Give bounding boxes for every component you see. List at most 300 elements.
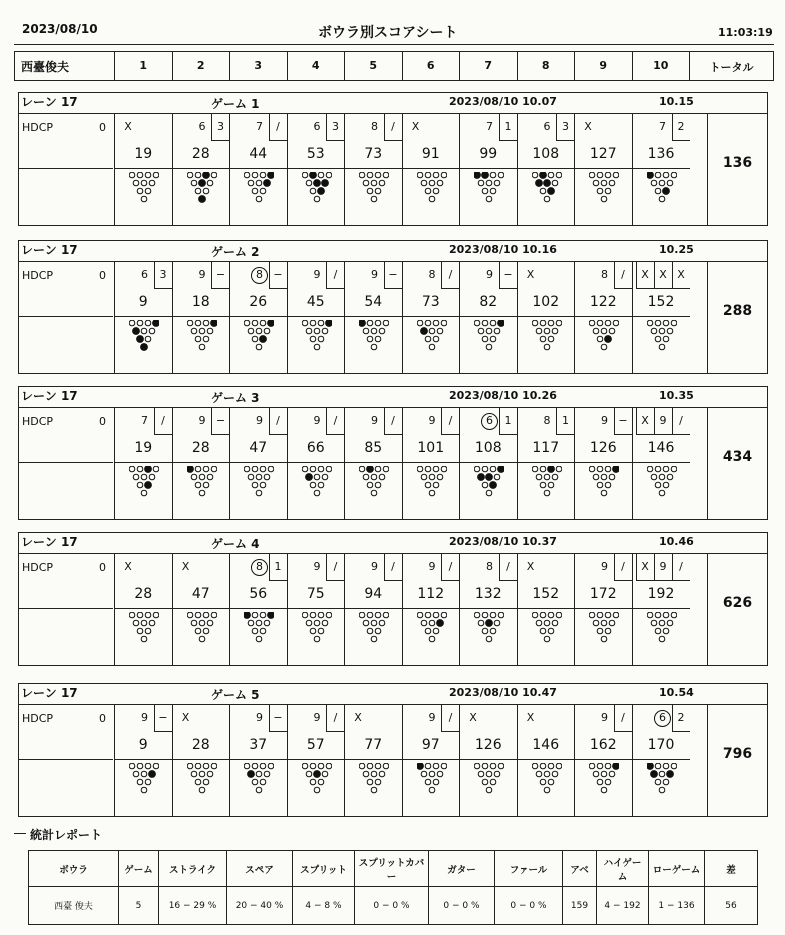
pin-standing: [613, 763, 619, 769]
roll-mark: [384, 113, 402, 141]
pin-down: [605, 188, 611, 194]
pin-down: [137, 188, 143, 194]
roll-value: /: [621, 711, 625, 724]
pin-down: [375, 320, 381, 326]
pin-diagram: [359, 466, 389, 498]
roll-mark: [154, 261, 172, 289]
pin-down: [655, 612, 661, 618]
roll-value: 9: [371, 268, 378, 281]
rolls-row: [538, 113, 574, 141]
pin-standing: [482, 172, 488, 178]
pin-down: [129, 763, 135, 769]
pin-down: [310, 612, 316, 618]
pin-down: [129, 172, 135, 178]
rolls-row: [636, 407, 690, 435]
pin-diagram: [302, 320, 332, 352]
rolls-row: [345, 704, 402, 732]
pin-down: [486, 771, 492, 777]
pin-down: [478, 620, 484, 626]
roll-value: 9: [601, 414, 608, 427]
pin-divider: [345, 462, 402, 463]
frame-cell: [287, 407, 345, 519]
roll-mark: [193, 407, 211, 435]
pin-divider: [115, 462, 172, 463]
pin-down: [260, 188, 266, 194]
pin-standing: [474, 172, 480, 178]
roll-mark: [499, 261, 517, 289]
print-date: 2023/08/10: [22, 22, 98, 36]
pin-down: [141, 180, 147, 186]
pin-down: [429, 180, 435, 186]
pin-down: [593, 180, 599, 186]
pin-standing: [314, 180, 320, 186]
pin-down: [153, 172, 159, 178]
pin-down: [203, 188, 209, 194]
pin-standing: [145, 466, 151, 472]
rolls-row: [173, 704, 230, 732]
game-end: 10.46: [659, 535, 694, 548]
roll-value: X: [641, 560, 649, 573]
pin-down: [441, 763, 447, 769]
pin-down: [437, 771, 443, 777]
roll-value: 2: [677, 120, 685, 133]
pin-down: [199, 620, 205, 626]
frame-cell: [172, 553, 230, 665]
frame-cell: [459, 261, 517, 373]
pin-down: [363, 180, 369, 186]
frame-score: 170: [647, 737, 675, 753]
pin-down: [651, 180, 657, 186]
pin-down: [494, 328, 500, 334]
pin-down: [474, 320, 480, 326]
roll-value: X: [354, 711, 362, 724]
frame-cell: [114, 553, 172, 665]
stats-header: ローゲーム: [649, 851, 705, 887]
roll-value: 9: [428, 711, 436, 724]
frame-score: 152: [647, 294, 675, 310]
rolls-row: [193, 113, 229, 141]
roll-mark: [269, 407, 287, 435]
pin-down: [540, 628, 546, 634]
rolls-row: [136, 407, 172, 435]
pin-diagram: [129, 763, 159, 795]
pin-down: [433, 612, 439, 618]
pin-down: [306, 328, 312, 334]
pin-diagram: [359, 172, 389, 204]
pin-down: [244, 320, 250, 326]
pin-diagram: [244, 466, 274, 498]
pin-down: [310, 779, 316, 785]
pin-down: [490, 763, 496, 769]
pin-down: [375, 779, 381, 785]
pin-down: [548, 628, 554, 634]
pin-down: [199, 771, 205, 777]
frame-score: 85: [364, 440, 383, 456]
pin-standing: [137, 336, 143, 342]
pin-divider: [345, 316, 402, 317]
pin-down: [417, 320, 423, 326]
roll-value: /: [621, 560, 625, 573]
pin-down: [552, 474, 558, 480]
pin-down: [248, 328, 254, 334]
roll-mark: [538, 113, 556, 141]
pin-divider: [575, 168, 632, 169]
game-block: [18, 532, 768, 666]
pin-down: [425, 779, 431, 785]
stats-header: スプリット: [293, 851, 355, 887]
roll-mark: [499, 553, 517, 581]
pin-down: [544, 328, 550, 334]
pin-down: [663, 779, 669, 785]
pin-divider: [518, 168, 575, 169]
pin-divider: [173, 316, 230, 317]
roll-mark: [654, 261, 672, 289]
roll-mark: [211, 407, 229, 435]
hdcp-label: HDCP: [22, 121, 54, 134]
row-divider: [19, 462, 113, 463]
roll-value: 9: [198, 414, 206, 427]
rolls-row: [654, 113, 690, 141]
frame-score: 126: [474, 737, 502, 753]
pin-down: [659, 771, 665, 777]
frame-score: 117: [532, 440, 560, 456]
game-end: 10.35: [659, 389, 694, 402]
game-block: [18, 92, 768, 226]
roll-value: −: [503, 268, 513, 281]
roll-mark: [654, 407, 672, 435]
pin-down: [429, 196, 435, 202]
stats-table: [28, 850, 758, 925]
pin-down: [187, 172, 193, 178]
pin-down: [367, 763, 373, 769]
pin-divider: [460, 462, 517, 463]
pin-down: [425, 612, 431, 618]
pin-divider: [288, 759, 345, 760]
roll-value: 9: [256, 414, 263, 427]
pin-down: [133, 771, 139, 777]
pin-down: [601, 490, 607, 496]
pin-down: [310, 188, 316, 194]
pin-down: [195, 188, 201, 194]
pin-diagram: [417, 466, 447, 498]
roll-value: 7: [141, 414, 148, 427]
pin-diagram: [302, 763, 332, 795]
game-start: 2023/08/10 10.26: [449, 389, 557, 402]
pin-down: [474, 612, 480, 618]
pin-down: [474, 763, 480, 769]
pin-down: [417, 612, 423, 618]
frame-score: 57: [306, 737, 325, 753]
frame-score: 73: [421, 294, 440, 310]
roll-mark: [366, 261, 384, 289]
pin-down: [260, 612, 266, 618]
roll-value: /: [679, 414, 683, 427]
roll-mark: [672, 261, 690, 289]
pin-down: [601, 180, 607, 186]
pin-down: [544, 344, 550, 350]
game-start: 2023/08/10 10.07: [449, 95, 557, 108]
game-end: 10.54: [659, 686, 694, 699]
pin-down: [371, 620, 377, 626]
roll-value: /: [448, 414, 453, 427]
pin-divider: [345, 608, 402, 609]
pin-down: [310, 482, 316, 488]
pin-standing: [437, 620, 443, 626]
pin-down: [609, 328, 615, 334]
roll-mark: [672, 407, 690, 435]
pin-down: [363, 474, 369, 480]
pin-down: [556, 466, 562, 472]
pin-down: [544, 787, 550, 793]
frame-score: 126: [589, 440, 617, 456]
pin-divider: [518, 316, 575, 317]
pin-down: [597, 612, 603, 618]
pin-down: [601, 620, 607, 626]
rolls-row: [366, 553, 402, 581]
pin-diagram: [302, 612, 332, 644]
game-block: [18, 240, 768, 374]
pin-down: [383, 612, 389, 618]
pin-down: [145, 628, 151, 634]
pin-down: [133, 620, 139, 626]
roll-value: X: [659, 268, 667, 281]
frame-cell: [402, 704, 460, 816]
pin-standing: [310, 172, 316, 178]
roll-mark: [366, 407, 384, 435]
pin-down: [601, 328, 607, 334]
frame-cell: [229, 261, 287, 373]
frame-cell: [574, 261, 632, 373]
pin-down: [425, 336, 431, 342]
stats-header: ボウラ: [29, 851, 119, 887]
roll-mark: [308, 704, 326, 732]
rolls-row: [423, 261, 459, 289]
pin-down: [478, 328, 484, 334]
rolls-row: [136, 704, 172, 732]
roll-value: /: [679, 560, 683, 573]
pin-down: [137, 612, 143, 618]
pin-down: [589, 466, 595, 472]
frame-score: 66: [306, 440, 325, 456]
pin-down: [597, 336, 603, 342]
pin-down: [318, 779, 324, 785]
roll-mark: [308, 407, 326, 435]
roll-value: −: [273, 711, 283, 724]
pin-diagram: [129, 172, 159, 204]
pin-divider: [115, 759, 172, 760]
pin-down: [129, 466, 135, 472]
pin-down: [207, 180, 213, 186]
pin-down: [306, 620, 312, 626]
stats-header: ハイゲーム: [597, 851, 649, 887]
pin-down: [203, 336, 209, 342]
pin-down: [141, 787, 147, 793]
pin-divider: [403, 608, 460, 609]
roll-mark: [423, 704, 441, 732]
pin-divider: [345, 759, 402, 760]
pin-down: [248, 180, 254, 186]
frame-cell: [402, 407, 460, 519]
roll-mark: [154, 704, 172, 732]
pin-down: [326, 763, 332, 769]
roll-mark: [326, 113, 344, 141]
pin-down: [318, 612, 324, 618]
pin-down: [441, 320, 447, 326]
pin-diagram: [359, 763, 389, 795]
pin-down: [655, 628, 661, 634]
pin-down: [149, 180, 155, 186]
pin-down: [429, 636, 435, 642]
pin-down: [203, 466, 209, 472]
pin-standing: [260, 336, 266, 342]
pin-down: [383, 466, 389, 472]
roll-value: /: [448, 711, 453, 724]
pin-down: [655, 763, 661, 769]
stats-header: 差: [705, 851, 758, 887]
pin-down: [651, 474, 657, 480]
frame-cell: [344, 113, 402, 225]
stats-cell: 0 − 0 %: [355, 887, 429, 925]
pin-diagram: [302, 466, 332, 498]
pin-down: [326, 612, 332, 618]
pin-down: [367, 482, 373, 488]
sheet-title: ボウラ別スコアシート: [318, 25, 458, 41]
pin-down: [425, 188, 431, 194]
pin-diagram: [129, 466, 159, 498]
pin-down: [441, 172, 447, 178]
frame-cell: [114, 113, 172, 225]
pin-down: [425, 466, 431, 472]
game-label: ゲーム 3: [211, 391, 260, 405]
split-roll: 8: [251, 559, 268, 576]
rolls-row: [308, 407, 344, 435]
roll-mark: [154, 407, 172, 435]
roll-mark: [177, 553, 195, 581]
stats-cell: 5: [119, 887, 159, 925]
roll-value: 7: [659, 120, 666, 133]
pin-down: [421, 180, 427, 186]
roll-mark: [596, 261, 614, 289]
pin-down: [141, 636, 147, 642]
stats-divider: [14, 833, 26, 834]
pin-standing: [268, 612, 274, 618]
pin-down: [375, 466, 381, 472]
rolls-row: [403, 113, 460, 141]
hdcp-value: 0: [99, 561, 106, 574]
game-end: 10.15: [659, 95, 694, 108]
roll-value: /: [391, 560, 395, 573]
pin-down: [375, 172, 381, 178]
frame-score: 136: [647, 146, 675, 162]
roll-mark: [522, 261, 540, 289]
pin-standing: [647, 172, 653, 178]
roll-value: X: [124, 120, 132, 133]
frame-cell: [632, 704, 690, 816]
pin-down: [671, 172, 677, 178]
pin-down: [211, 172, 217, 178]
pin-down: [244, 763, 250, 769]
pin-down: [597, 466, 603, 472]
pin-down: [441, 466, 447, 472]
pin-down: [597, 482, 603, 488]
roll-value: 8: [486, 560, 493, 573]
pin-down: [490, 336, 496, 342]
pin-down: [655, 466, 661, 472]
pin-down: [302, 320, 308, 326]
pin-diagram: [187, 466, 217, 498]
pin-down: [318, 320, 324, 326]
roll-mark: [481, 261, 499, 289]
pin-down: [129, 320, 135, 326]
pin-down: [264, 620, 270, 626]
pin-down: [663, 336, 669, 342]
rolls-row: [423, 704, 459, 732]
pin-down: [433, 188, 439, 194]
pin-down: [552, 180, 558, 186]
roll-mark: [423, 407, 441, 435]
pin-standing: [486, 474, 492, 480]
roll-mark: [596, 407, 614, 435]
pin-down: [252, 628, 258, 634]
pin-diagram: [532, 763, 562, 795]
pin-down: [613, 612, 619, 618]
roll-mark: [326, 261, 344, 289]
pin-down: [252, 188, 258, 194]
roll-value: 9: [313, 268, 321, 281]
roll-mark: [251, 261, 269, 289]
rolls-row: [654, 704, 690, 732]
pin-down: [256, 490, 262, 496]
pin-divider: [575, 462, 632, 463]
pin-down: [663, 612, 669, 618]
pin-down: [318, 336, 324, 342]
pin-down: [425, 172, 431, 178]
roll-mark: [654, 113, 672, 141]
pin-down: [478, 771, 484, 777]
pin-down: [252, 466, 258, 472]
header-divider: [14, 44, 774, 45]
pin-down: [322, 620, 328, 626]
frame-cell: [344, 704, 402, 816]
pin-down: [314, 787, 320, 793]
stats-cell: 20 − 40 %: [227, 887, 293, 925]
pin-down: [260, 628, 266, 634]
stats-cell: 0 − 0 %: [495, 887, 563, 925]
pin-down: [425, 482, 431, 488]
hdcp-value: 0: [99, 121, 106, 134]
rolls-row: [115, 113, 172, 141]
pin-divider: [575, 316, 632, 317]
pin-down: [437, 474, 443, 480]
frame-score: 45: [306, 294, 325, 310]
frame-score: 122: [589, 294, 617, 310]
rolls-row: [460, 704, 517, 732]
pin-divider: [575, 759, 632, 760]
pin-down: [310, 763, 316, 769]
roll-value: X: [411, 120, 420, 133]
pin-down: [145, 320, 151, 326]
roll-mark: [193, 261, 211, 289]
print-time: 11:03:19: [718, 26, 773, 39]
pin-divider: [460, 316, 517, 317]
game-start: 2023/08/10 10.47: [449, 686, 557, 699]
roll-mark: [366, 553, 384, 581]
pin-down: [544, 196, 550, 202]
game-block: [18, 386, 768, 520]
pin-down: [486, 490, 492, 496]
pin-down: [199, 328, 205, 334]
pin-down: [264, 328, 270, 334]
